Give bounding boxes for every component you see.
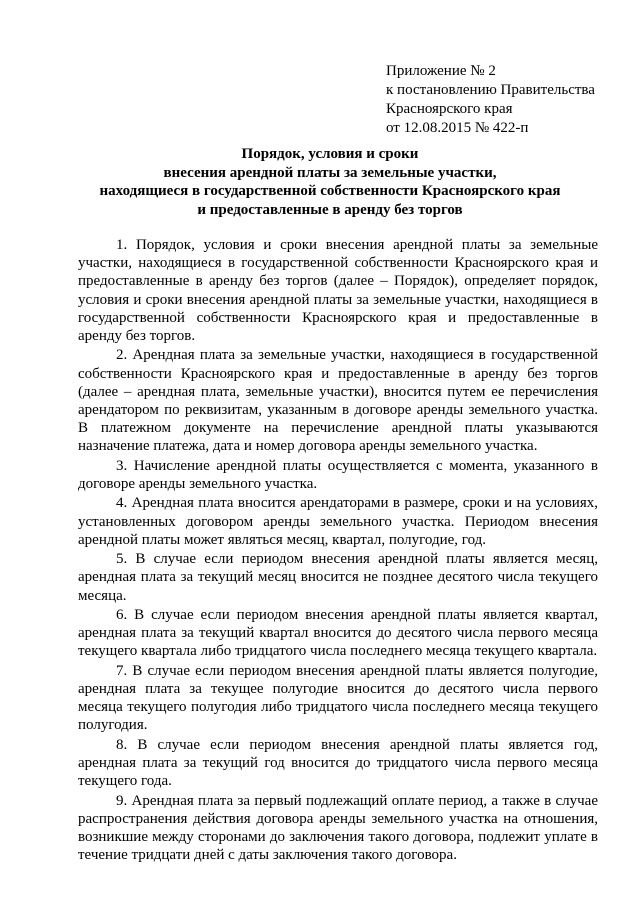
paragraph-7: 7. В случае если периодом внесения арендной платы является полугодие, арендная плата за текущее полугодие вносится до десятого числа первого месяца текущего полугодия либо тридцатого числа последнего месяца текущего полугодия. <box>78 662 598 734</box>
title-line-3: находящиеся в государственной собственности Красноярского края <box>99 183 561 199</box>
paragraph-3: 3. Начисление арендной платы осуществляется с момента, указанного в договоре аренды земельного участка. <box>78 457 598 493</box>
paragraph-6: 6. В случае если периодом внесения арендной платы является квартал, арендная плата за текущий квартал вносится до десятого числа первого месяца текущего квартала либо тридцатого числа последнего месяца текущего квартала. <box>78 607 598 660</box>
appendix-reference: к постановлению Правительства <box>386 82 595 98</box>
paragraph-8: 8. В случае если периодом внесения арендной платы является год, арендная плата за текущий год вносится до тридцатого числа первого месяца текущего года. <box>78 736 598 790</box>
title-line-2: внесения арендной платы за земельные участки, <box>163 164 497 181</box>
title-line-1: Порядок, условия и сроки <box>241 146 419 162</box>
paragraph-9: 9. Арендная плата за первый подлежащий оплате период, а также в случае распространения действия договора аренды земельного участка на отношения, возникшие между сторонами до заключения такого договора, подлежит уплате в течение тридцати дней с даты заключения такого договора. <box>78 792 598 864</box>
paragraph-2: 2. Арендная плата за земельные участки, находящиеся в государственной собственности Красноярского края и предоставленные в аренду без торгов (далее – арендная плата, земельные участки), вносится путем ее перечисления арендатором по реквизитам, указанным в договоре аренды земельного участка. В платежном документе на перечисление арендной платы указываются назначение платежа, дата и номер договора аренды земельного участка. <box>78 347 598 455</box>
appendix-date: от 12.08.2015 № 422-п <box>386 120 529 136</box>
document-body <box>78 236 598 866</box>
paragraph-1: 1. Порядок, условия и сроки внесения арендной платы за земельные участки, находящиеся в государственной собственности Красноярского края и предоставленные в аренду без торгов (далее – Порядок), определяет порядок, условия и сроки внесения арендной платы за земельные участки, находящиеся в государственной собственности Красноярского края и предоставленные в аренду без торгов. <box>78 237 598 345</box>
appendix-number: Приложение № 2 <box>386 63 496 79</box>
appendix-region: Красноярского края <box>386 101 513 117</box>
paragraph-5: 5. В случае если периодом внесения арендной платы является месяц, арендная плата за текущий месяц вносится не позднее десятого числа текущего месяца. <box>78 551 598 604</box>
document-title <box>60 145 600 219</box>
paragraph-4: 4. Арендная плата вносится арендаторами в размере, сроки и на условиях, установленных договором аренды земельного участка. Периодом внесения арендной платы может являться месяц, квартал, полугодие, год. <box>78 495 598 548</box>
title-line-4: и предоставленные в аренду без торгов <box>197 201 463 218</box>
appendix-header <box>386 62 626 138</box>
